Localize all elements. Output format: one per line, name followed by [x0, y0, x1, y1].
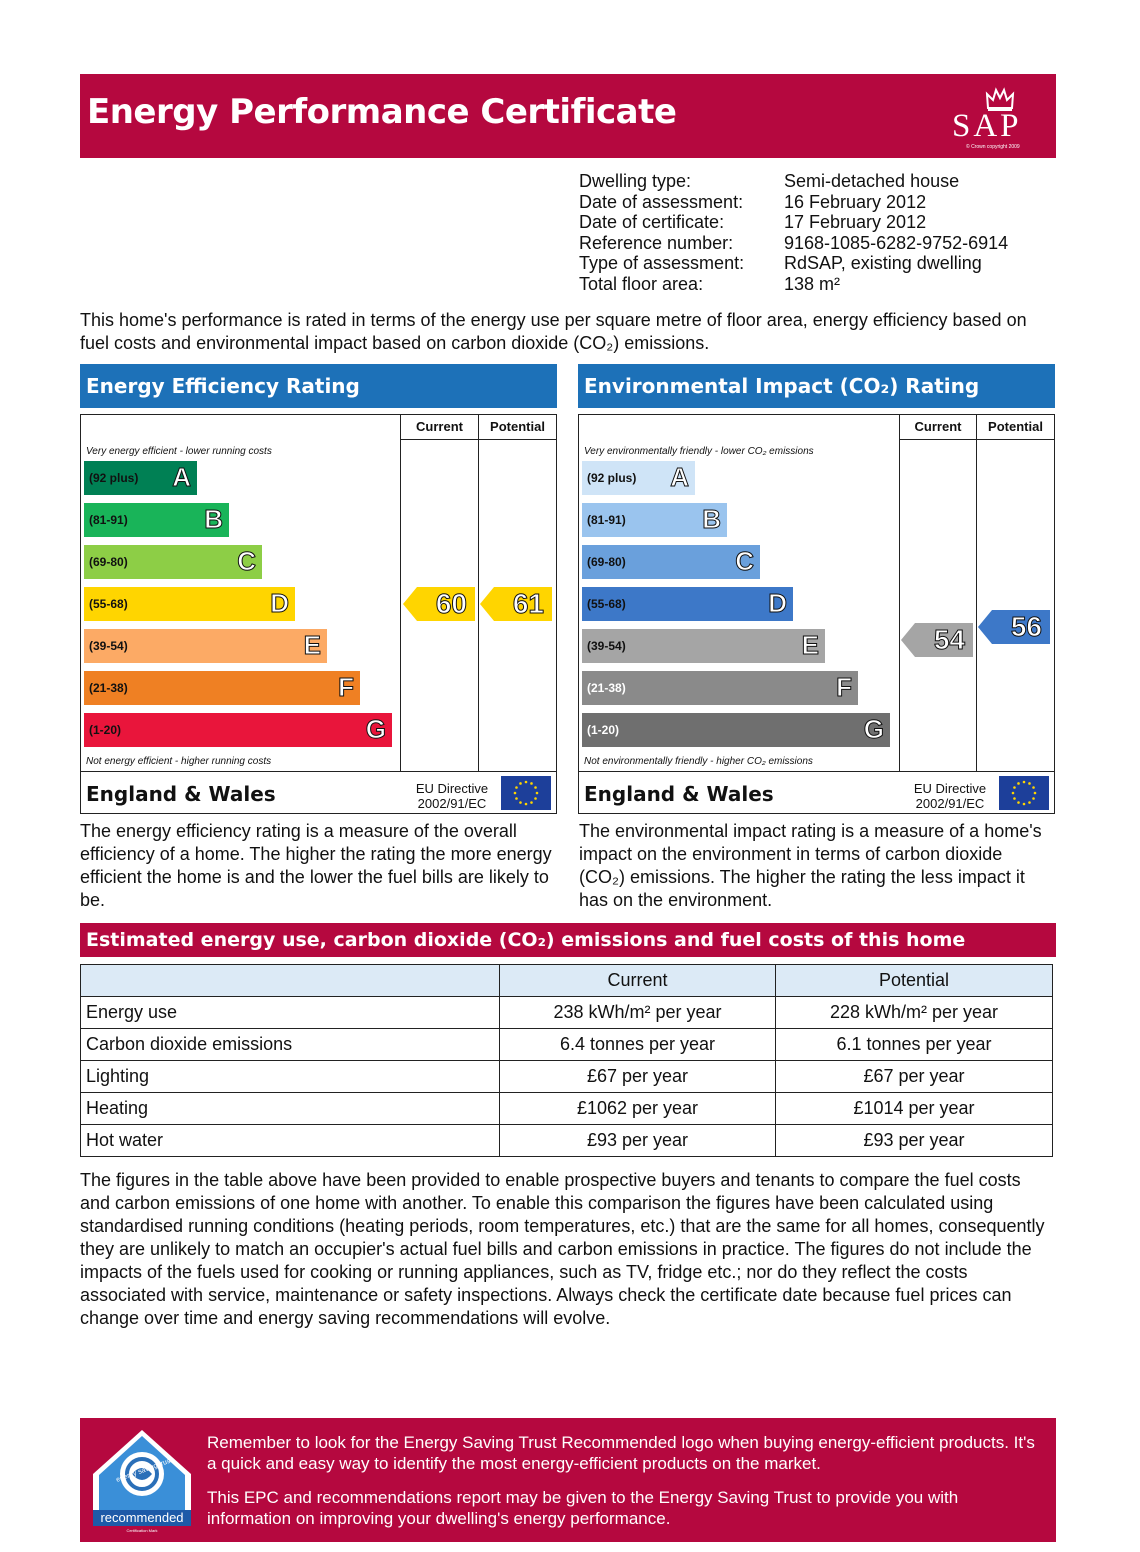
column-divider [478, 415, 479, 771]
efficiency-panel [80, 364, 557, 813]
band-letter: A [670, 462, 689, 492]
region-label: England & Wales [584, 782, 774, 806]
table-row [81, 1061, 1053, 1093]
figures-note: The figures in the table above have been provided to enable prospective buyers and tenants to compare the fuel costs and carbon emissions of one home with another. To enable this comparison the figures have been calculated using standardised running conditions (heating periods, room temperatures, etc.) that are the same for all homes, consequently they are unlikely to match an occupier's actual fuel bills and carbon emissions in practice. The figures do not include the impacts of the fuels used for cooking or running appliances, such as TV, fridge etc.; nor do they reflect the costs associated with service, maintenance or safety inspections. Always check the certificate date because fuel prices can change over time and energy saving recommendations will evolve. [80, 1170, 1045, 1328]
band-letter: B [204, 504, 223, 534]
table-row [81, 1093, 1053, 1125]
eu-directive-label: EU Directive [415, 781, 489, 796]
column-divider [400, 415, 401, 771]
detail-value: 9168-1085-6282-9752-6914 [784, 232, 1009, 253]
detail-value: 16 February 2012 [784, 191, 927, 212]
band-range: (81-91) [587, 513, 626, 527]
potential-rating-value: 61 [512, 588, 544, 619]
band-letter: B [702, 504, 721, 534]
header-divider [899, 439, 1055, 440]
logo-small-text: Certification Mark [126, 1528, 158, 1533]
rating-band-b [582, 503, 727, 537]
detail-label: Date of assessment: [579, 191, 744, 212]
rating-band-e [84, 629, 327, 663]
rating-band-f [582, 671, 858, 705]
table-cell: 238 kWh/m² per year [500, 997, 776, 1029]
column-current: Current [914, 419, 962, 434]
bottom-note: Not environmentally friendly - higher CO₂ emissions [584, 756, 813, 767]
potential-rating-arrow [480, 587, 552, 621]
eu-directive [903, 781, 997, 811]
sap-copyright: © Crown copyright 2009 [966, 144, 1020, 150]
table-cell: Heating [81, 1093, 500, 1125]
band-letter: C [735, 546, 754, 576]
current-rating-value: 54 [933, 624, 965, 655]
column-current: Current [416, 419, 463, 434]
band-range: (69-80) [587, 555, 626, 569]
detail-row [579, 233, 1008, 254]
table-cell: 228 kWh/m² per year [776, 997, 1053, 1029]
detail-value: 138 m² [784, 273, 841, 294]
header-banner [80, 74, 1056, 158]
table-cell: 6.4 tonnes per year [500, 1029, 776, 1061]
environment-chart [578, 414, 1055, 814]
band-range: (39-54) [587, 639, 626, 653]
table-cell: Energy use [81, 997, 500, 1029]
potential-rating-value: 56 [1010, 611, 1042, 643]
rating-band-b [84, 503, 229, 537]
table-cell: Carbon dioxide emissions [81, 1029, 500, 1061]
environment-description: The environmental impact rating is a measure of a home's impact on the environment in terms of carbon dioxide (CO₂) emissions. The higher the rating the less impact it has on the environment. [579, 821, 1042, 910]
logo-ring-text: energy saving trust [115, 1457, 174, 1484]
band-range: (1-20) [587, 723, 620, 737]
table-cell: £93 per year [500, 1125, 776, 1157]
top-note: Very energy efficient - lower running costs [86, 446, 272, 457]
table-header-cell: Current [500, 965, 776, 997]
band-letter: F [338, 672, 354, 702]
band-letter: E [801, 630, 819, 660]
efficiency-title: Energy Efficiency Rating [80, 364, 557, 408]
estimates-table [80, 964, 1053, 1157]
table-cell: £67 per year [776, 1061, 1053, 1093]
sap-logo-text: SAP [952, 108, 1022, 144]
table-cell: Hot water [81, 1125, 500, 1157]
potential-rating-arrow [978, 610, 1050, 644]
table-row [81, 997, 1053, 1029]
table-cell: £1014 per year [776, 1093, 1053, 1125]
rating-band-e [582, 629, 825, 663]
detail-label: Type of assessment: [579, 253, 745, 274]
footer-divider [81, 771, 556, 772]
table-header-cell: Potential [776, 965, 1053, 997]
energy-saving-trust-logo [87, 1426, 197, 1534]
table-cell: Lighting [81, 1061, 500, 1093]
efficiency-chart [80, 414, 557, 814]
detail-label: Dwelling type: [579, 171, 692, 191]
detail-label: Reference number: [579, 232, 734, 253]
detail-row [579, 171, 1008, 192]
band-range: (21-38) [89, 681, 128, 695]
rating-band-a [582, 461, 695, 495]
table-row [81, 1125, 1053, 1157]
band-letter: E [303, 630, 321, 660]
table-header-row [81, 965, 1053, 997]
logo-label: recommended [100, 1510, 184, 1525]
detail-label: Date of certificate: [579, 212, 725, 233]
bottom-note: Not energy efficient - higher running costs [86, 756, 272, 767]
table-cell: £93 per year [776, 1125, 1053, 1157]
detail-value: RdSAP, existing dwelling [784, 253, 982, 274]
band-range: (92 plus) [89, 471, 139, 485]
band-range: (92 plus) [587, 471, 637, 485]
column-potential: Potential [988, 419, 1043, 434]
band-letter: D [270, 588, 289, 618]
column-divider [976, 415, 977, 771]
rating-band-f [84, 671, 360, 705]
detail-row [579, 274, 1008, 295]
rating-band-a [84, 461, 197, 495]
band-letter: C [237, 546, 256, 576]
estimates-title: Estimated energy use, carbon dioxide (CO₂) emissions and fuel costs of this home [80, 923, 1056, 957]
table-cell: £1062 per year [500, 1093, 776, 1125]
eu-flag-icon [999, 776, 1049, 810]
band-range: (21-38) [587, 681, 626, 695]
detail-row [579, 212, 1008, 233]
rating-band-c [84, 545, 262, 579]
dwelling-details [579, 171, 1008, 295]
table-cell: 6.1 tonnes per year [776, 1029, 1053, 1061]
table-header-cell [81, 965, 500, 997]
eu-directive [405, 781, 499, 811]
sap-logo [952, 86, 1042, 148]
current-rating-arrow [403, 587, 475, 621]
rating-band-g [84, 713, 392, 747]
eu-flag-icon [501, 776, 551, 810]
band-range: (55-68) [587, 597, 626, 611]
rating-band-c [582, 545, 760, 579]
band-letter: G [365, 714, 386, 744]
intro-text: This home's performance is rated in terms of the energy use per square metre of floor area, energy efficiency based on fuel costs and environmental impact based on carbon dioxide (CO₂) emissions. [80, 310, 1027, 353]
footer-text-2: This EPC and recommendations report may be given to the Energy Saving Trust to provide you with information on improving your dwelling's energy performance. [207, 1488, 959, 1528]
band-range: (55-68) [89, 597, 128, 611]
band-letter: D [768, 588, 787, 618]
efficiency-description: The energy efficiency rating is a measure of the overall efficiency of a home. The higher the rating the more energy efficient the home is and the lower the fuel bills are likely to be. [80, 821, 552, 910]
detail-row [579, 253, 1008, 274]
footer-banner [80, 1418, 1056, 1542]
eu-directive-code: 2002/91/EC [417, 796, 487, 811]
page-title: Energy Performance Certificate [87, 92, 677, 132]
footer-text-1: Remember to look for the Energy Saving Trust Recommended logo when buying energy-efficient products. It's a quick and easy way to identify the most energy-efficient products on the market. [207, 1433, 1035, 1473]
band-range: (81-91) [89, 513, 128, 527]
table-row [81, 1029, 1053, 1061]
rating-band-d [84, 587, 295, 621]
footer-divider [579, 771, 1054, 772]
band-range: (1-20) [89, 723, 122, 737]
environment-title: Environmental Impact (CO₂) Rating [578, 364, 1055, 408]
column-potential: Potential [490, 419, 545, 434]
eu-directive-code: 2002/91/EC [915, 796, 985, 811]
band-range: (39-54) [89, 639, 128, 653]
detail-label: Total floor area: [579, 273, 704, 294]
band-range: (69-80) [89, 555, 128, 569]
current-rating-arrow [901, 623, 973, 657]
environment-panel [578, 364, 1055, 813]
detail-value: 17 February 2012 [784, 212, 927, 233]
band-letter: A [172, 462, 191, 492]
band-letter: G [863, 714, 884, 744]
eu-directive-label: EU Directive [913, 781, 987, 796]
table-cell: £67 per year [500, 1061, 776, 1093]
detail-value: Semi-detached house [784, 171, 960, 191]
rating-band-d [582, 587, 793, 621]
region-label: England & Wales [86, 782, 276, 806]
band-letter: F [836, 672, 852, 702]
current-rating-value: 60 [435, 588, 467, 619]
detail-row [579, 192, 1008, 213]
rating-band-g [582, 713, 890, 747]
column-divider [899, 415, 900, 771]
top-note: Very environmentally friendly - lower CO₂ emissions [584, 446, 814, 457]
